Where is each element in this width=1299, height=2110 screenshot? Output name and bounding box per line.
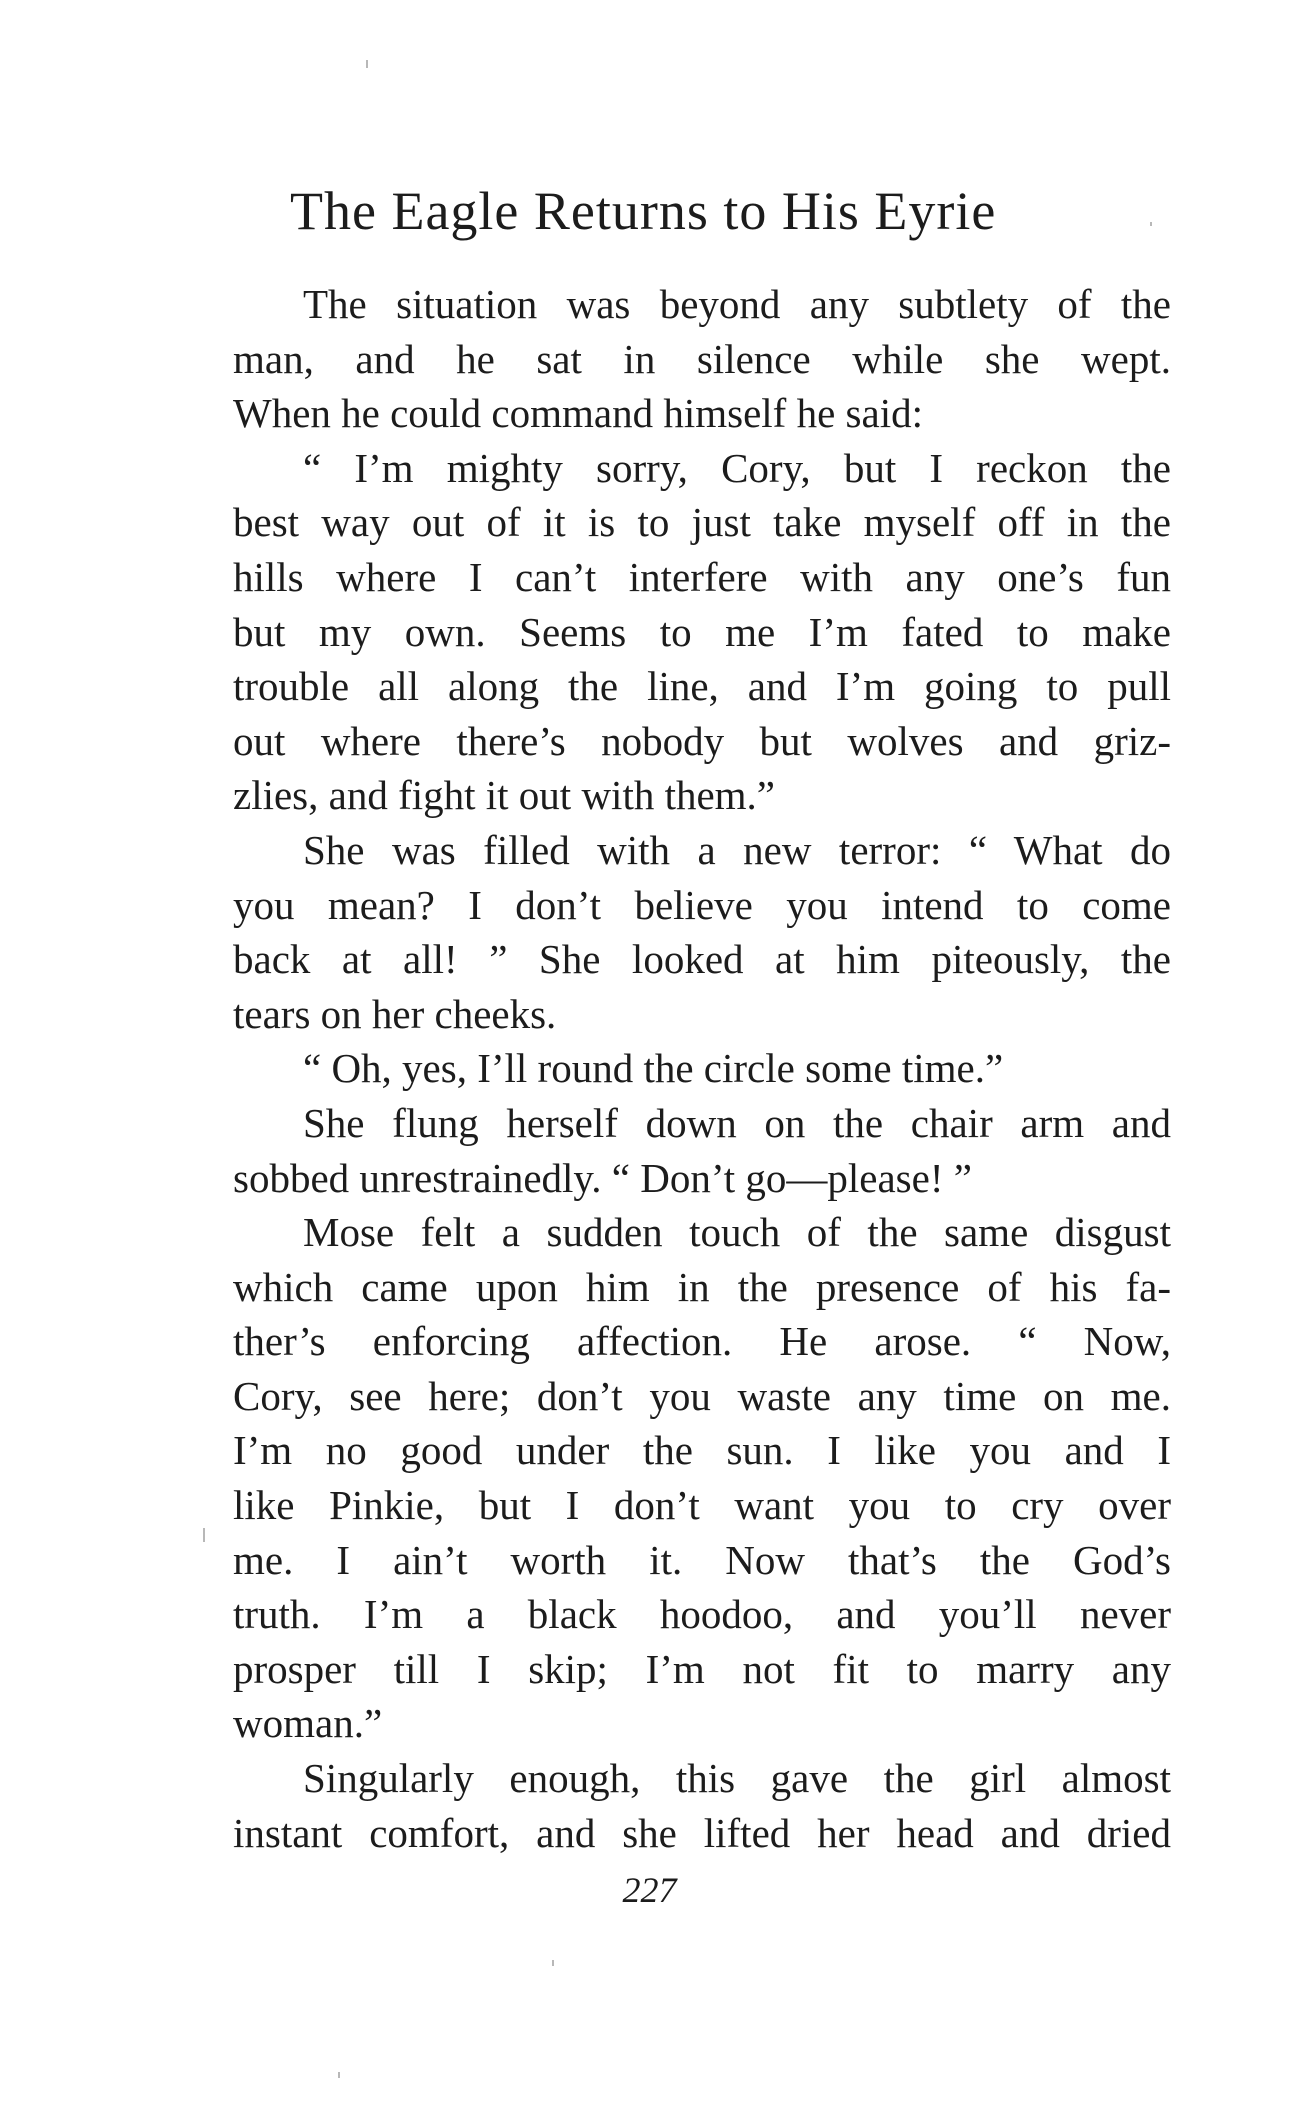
text-line: hills where I can’t interfere with any one’s fun bbox=[233, 553, 1171, 600]
text-line: me. I ain’t worth it. Now that’s the God’s bbox=[233, 1536, 1171, 1583]
text-line: She was filled with a new terror: “ What do bbox=[303, 826, 1171, 873]
text-line: you mean? I don’t believe you intend to come bbox=[233, 881, 1171, 928]
text-line: The situation was beyond any subtlety of the bbox=[303, 281, 1171, 327]
text-line: out where there’s nobody but wolves and griz- bbox=[233, 717, 1171, 764]
paper-speck bbox=[338, 2072, 340, 2078]
text-line: woman.” bbox=[233, 1700, 383, 1747]
paper-speck bbox=[366, 60, 368, 68]
text-line: man, and he sat in silence while she wept. bbox=[233, 335, 1171, 382]
text-line: She flung herself down on the chair arm and bbox=[303, 1099, 1171, 1146]
text-line: sobbed unrestrainedly. “ Don’t go—please! ” bbox=[233, 1154, 972, 1201]
text-line: like Pinkie, but I don’t want you to cry over bbox=[233, 1482, 1171, 1529]
text-line: trouble all along the line, and I’m going to pull bbox=[233, 663, 1171, 710]
text-line: When he could command himself he said: bbox=[233, 390, 923, 437]
text-line: but my own. Seems to me I’m fated to make bbox=[233, 608, 1171, 655]
running-head: The Eagle Returns to His Eyrie bbox=[290, 181, 997, 241]
text-line: truth. I’m a black hoodoo, and you’ll never bbox=[233, 1591, 1171, 1638]
text-line: “ Oh, yes, I’ll round the circle some time.” bbox=[303, 1045, 1004, 1092]
text-line: I’m no good under the sun. I like you and I bbox=[233, 1427, 1171, 1474]
text-line: instant comfort, and she lifted her head and dried bbox=[233, 1809, 1171, 1856]
text-line: ther’s enforcing affection. He arose. “ Now, bbox=[233, 1318, 1171, 1365]
text-line: Mose felt a sudden touch of the same disgust bbox=[303, 1209, 1171, 1256]
text-line: best way out of it is to just take myself off in the bbox=[233, 499, 1171, 546]
body-text bbox=[233, 277, 1171, 1860]
text-line: prosper till I skip; I’m not fit to marry any bbox=[233, 1645, 1171, 1692]
text-line: tears on her cheeks. bbox=[233, 990, 557, 1037]
paper-speck bbox=[203, 1528, 205, 1542]
page-number: 227 bbox=[622, 1870, 677, 1910]
paper-speck bbox=[1150, 222, 1152, 226]
text-line: zlies, and fight it out with them.” bbox=[233, 772, 776, 819]
text-line: Singularly enough, this gave the girl almost bbox=[303, 1755, 1171, 1802]
paper-speck bbox=[552, 1960, 554, 1966]
text-line: which came upon him in the presence of his fa- bbox=[233, 1263, 1171, 1310]
text-line: back at all! ” She looked at him piteously, the bbox=[233, 936, 1171, 983]
text-line: Cory, see here; don’t you waste any time on me. bbox=[233, 1372, 1171, 1419]
text-line: “ I’m mighty sorry, Cory, but I reckon the bbox=[303, 444, 1171, 491]
